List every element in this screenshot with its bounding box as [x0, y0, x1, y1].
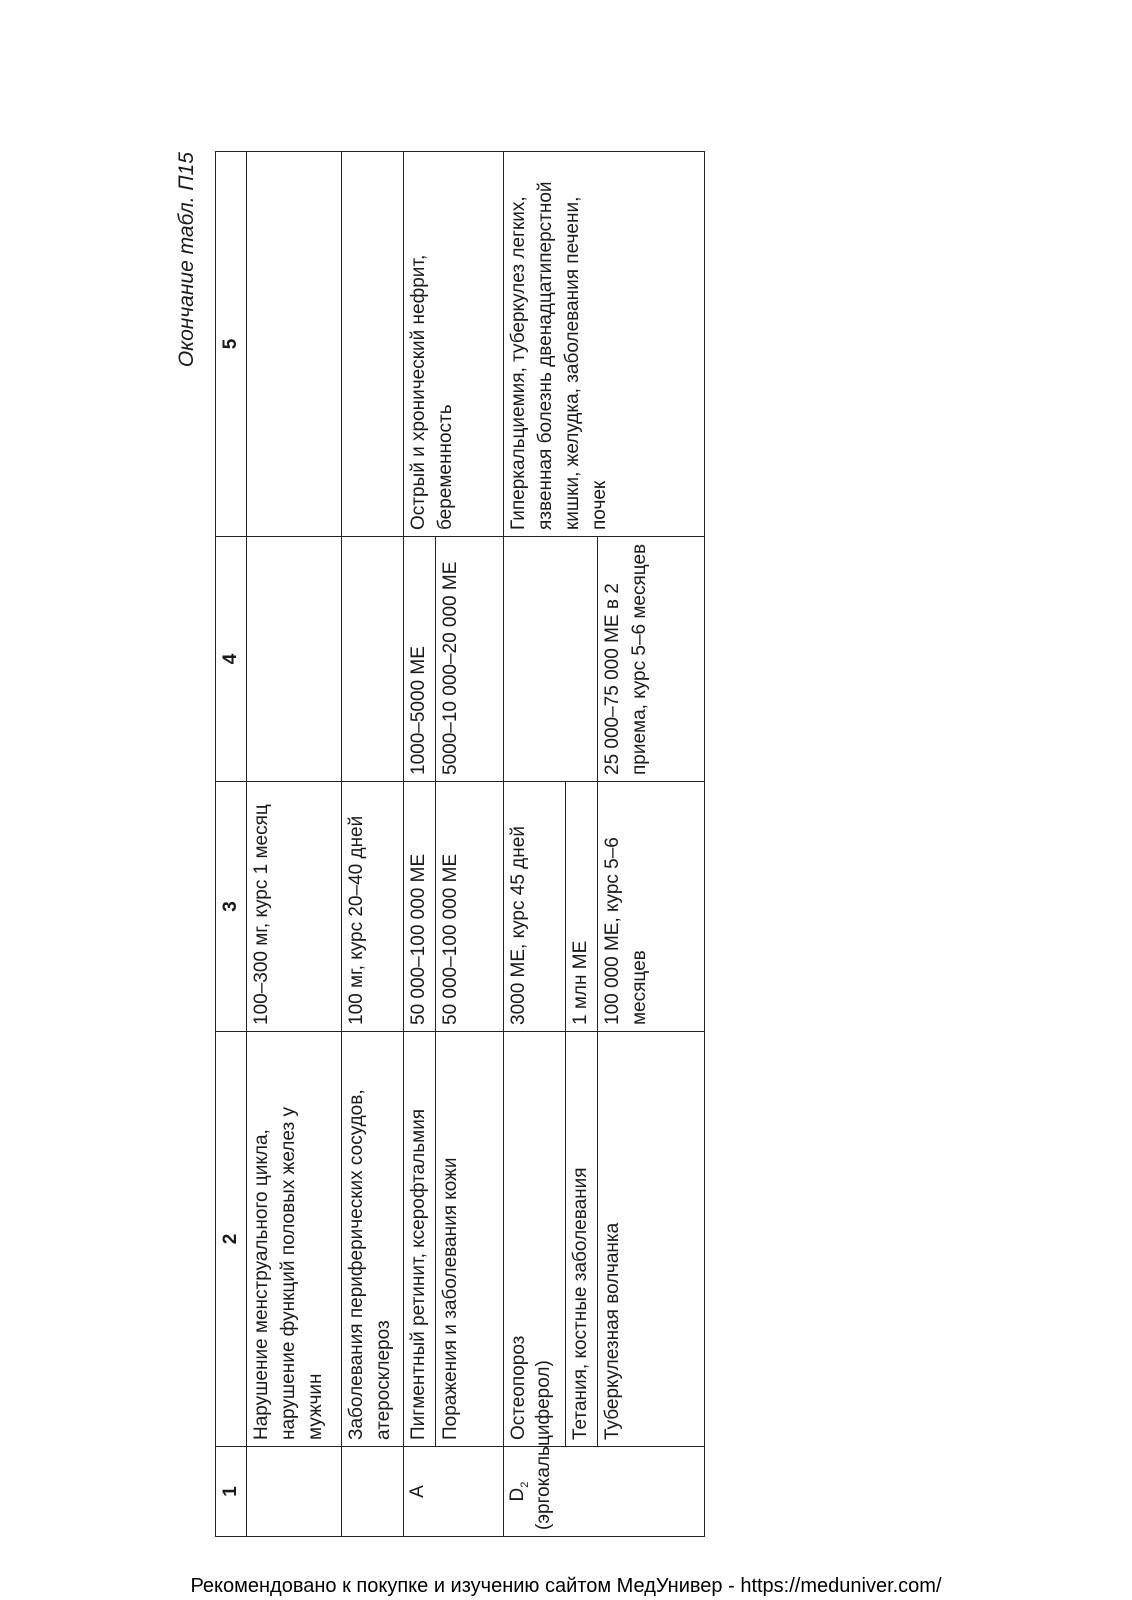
- header-col-1: 1: [216, 1447, 247, 1537]
- cell-therapeutic-dose: 100 000 МЕ, курс 5–6 месяцев: [597, 782, 704, 1032]
- cell-indication: Нарушение менструального цикла, нарушение функций половых желез у мужчин: [247, 1032, 342, 1447]
- footer-recommendation: Рекомендовано к покупке и изучению сайтом МедУнивер - https://meduniver.com/: [190, 1575, 942, 1597]
- cell-indication: Остеопороз: [503, 1032, 565, 1447]
- cell-prophylactic-dose: 25 000–75 000 МЕ в 2 приема, курс 5–6 месяцев: [597, 537, 704, 782]
- cell-prophylactic-dose: 5000–10 000–20 000 МЕ: [435, 537, 503, 782]
- cell-therapeutic-dose: 1 млн МЕ: [565, 782, 597, 1032]
- table-caption: Окончание табл. П15: [175, 152, 198, 368]
- cell-indication: Поражения и заболевания кожи: [435, 1032, 503, 1447]
- table-row: [404, 152, 436, 1537]
- cell-contraindication: Гиперкальциемия, туберкулез легких, язвенная болезнь двенадцатиперстной кишки, желудка, заболевания печени, почек: [503, 152, 704, 537]
- cell-therapeutic-dose: 50 000–100 000 МЕ: [435, 782, 503, 1032]
- rotated-table-inner: [175, 152, 705, 1537]
- cell-therapeutic-dose: 100 мг, курс 20–40 дней: [342, 782, 404, 1032]
- cell-contraindication: [247, 152, 342, 537]
- cell-vitamin: А: [404, 1447, 504, 1537]
- cell-prophylactic-dose: [247, 537, 342, 782]
- vitamin-d-label: D: [506, 1487, 528, 1502]
- cell-prophylactic-dose: [503, 537, 597, 782]
- vitamin-d-name: (эргокальциферол): [533, 1360, 555, 1530]
- cell-indication: Пигментный ретинит, ксерофтальмия: [404, 1032, 436, 1447]
- vitamin-d-subscript: 2: [518, 1481, 531, 1488]
- table-row: [342, 152, 404, 1537]
- cell-therapeutic-dose: 50 000–100 000 МЕ: [404, 782, 436, 1032]
- cell-contraindication: Острый и хронический нефрит, беременность: [404, 152, 504, 537]
- table-header-row: [216, 152, 247, 1537]
- table-row: [247, 152, 342, 1537]
- header-col-2: 2: [216, 1032, 247, 1447]
- vitamin-table: [215, 151, 705, 1537]
- cell-indication: Заболевания периферических сосудов, атеросклероз: [342, 1032, 404, 1447]
- cell-vitamin: [342, 1447, 404, 1537]
- header-col-5: 5: [216, 152, 247, 537]
- cell-contraindication: [342, 152, 404, 537]
- cell-therapeutic-dose: 3000 МЕ, курс 45 дней: [503, 782, 565, 1032]
- cell-indication: Тетания, костные заболевания: [565, 1032, 597, 1447]
- cell-therapeutic-dose: 100–300 мг, курс 1 месяц: [247, 782, 342, 1032]
- header-col-4: 4: [216, 537, 247, 782]
- cell-indication: Туберкулезная волчанка: [597, 1032, 704, 1447]
- header-col-3: 3: [216, 782, 247, 1032]
- cell-prophylactic-dose: 1000–5000 МЕ: [404, 537, 436, 782]
- cell-vitamin: [247, 1447, 342, 1537]
- cell-prophylactic-dose: [342, 537, 404, 782]
- table-row: [503, 152, 565, 1537]
- rotated-table-block: [175, 152, 1132, 1530]
